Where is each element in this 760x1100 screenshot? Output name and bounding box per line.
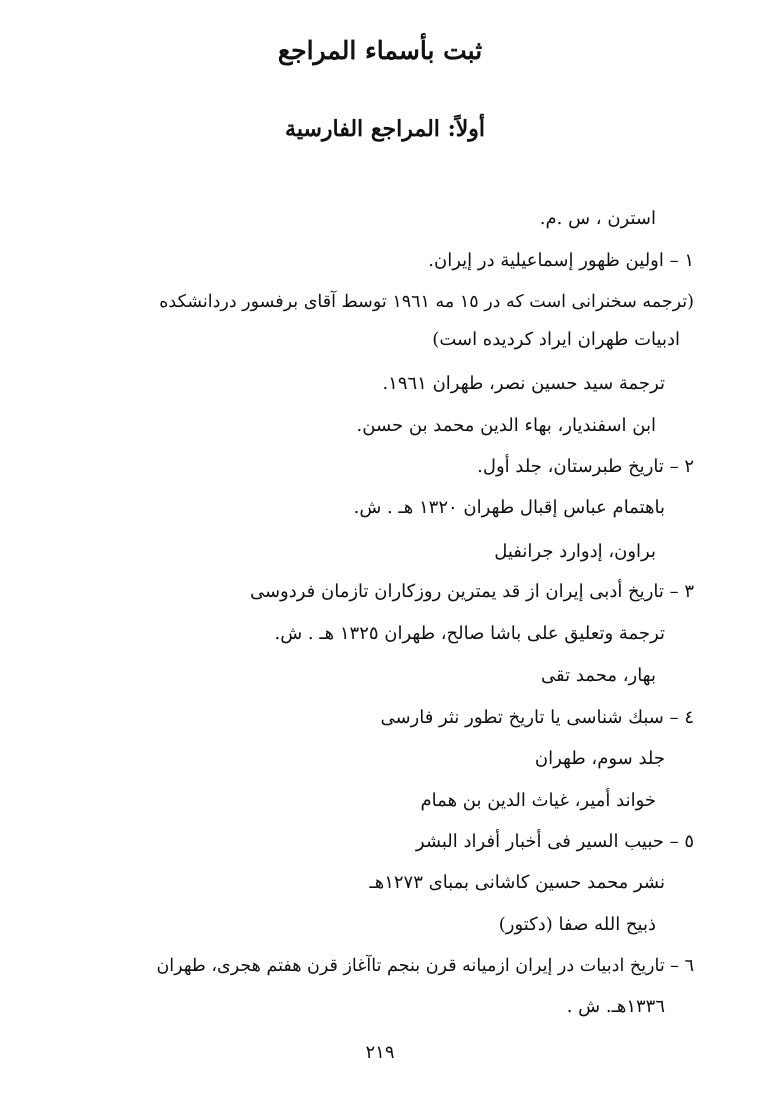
reference-line: ترجمة وتعليق على باشا صالح، طهران ١٣٢٥ هـ . ش. [274, 623, 665, 644]
reference-line: (ترجمه سخنرانی است كه در ١٥ مه ١٩٦١ توسط آقای برفسور دردانشكده [159, 292, 694, 312]
section-heading: أولاً: المراجع الفارسية [285, 116, 485, 142]
reference-line: ١٣٣٦هـ. ش . [566, 996, 665, 1017]
reference-line: ١ – اولين ظهور إسماعيلية در إيران. [428, 250, 694, 271]
reference-line: ابن اسفنديار، بهاء الدين محمد بن حسن. [356, 415, 656, 436]
reference-line: ٢ – تاريخ طبرستان، جلد أول. [477, 456, 694, 477]
page-number: ٢١٩ [365, 1042, 395, 1063]
page-title: ثبت بأسماء المراجع [277, 36, 483, 65]
reference-line: ذبيح الله صفا (دكتور) [498, 914, 656, 935]
reference-line: ٤ – سبك شناسی يا تاريخ تطور نثر فارسی [380, 707, 694, 728]
reference-line: ٦ – تاريخ ادبيات در إيران ازميانه قرن بنجم تاآغاز قرن هفتم هجری، طهران [156, 956, 694, 976]
reference-line: باهتمام عباس إقبال طهران ١٣٢٠ هـ . ش. [353, 497, 665, 518]
reference-line: جلد سوم، طهران [534, 748, 665, 769]
reference-line: ترجمة سيد حسين نصر، طهران ١٩٦١. [382, 373, 665, 394]
reference-line: خواند أمير، غياث الدين بن همام [420, 790, 656, 811]
reference-line: براون، إدوارد جرانفيل [494, 541, 656, 562]
reference-line: ادبيات طهران ايراد كرديده است) [432, 329, 680, 350]
reference-line: بهار، محمد تقی [541, 665, 656, 686]
reference-line: نشر محمد حسين كاشانی بمبای ١٢٧٣هـ [369, 872, 665, 893]
reference-line: ٣ – تاريخ أدبی إيران از قد يمترين روزكاران تازمان فردوسی [249, 581, 694, 602]
reference-line: ٥ – حبيب السير فی أخبار أفراد البشر [415, 831, 694, 852]
reference-line: استرن ، س .م. [539, 208, 656, 229]
